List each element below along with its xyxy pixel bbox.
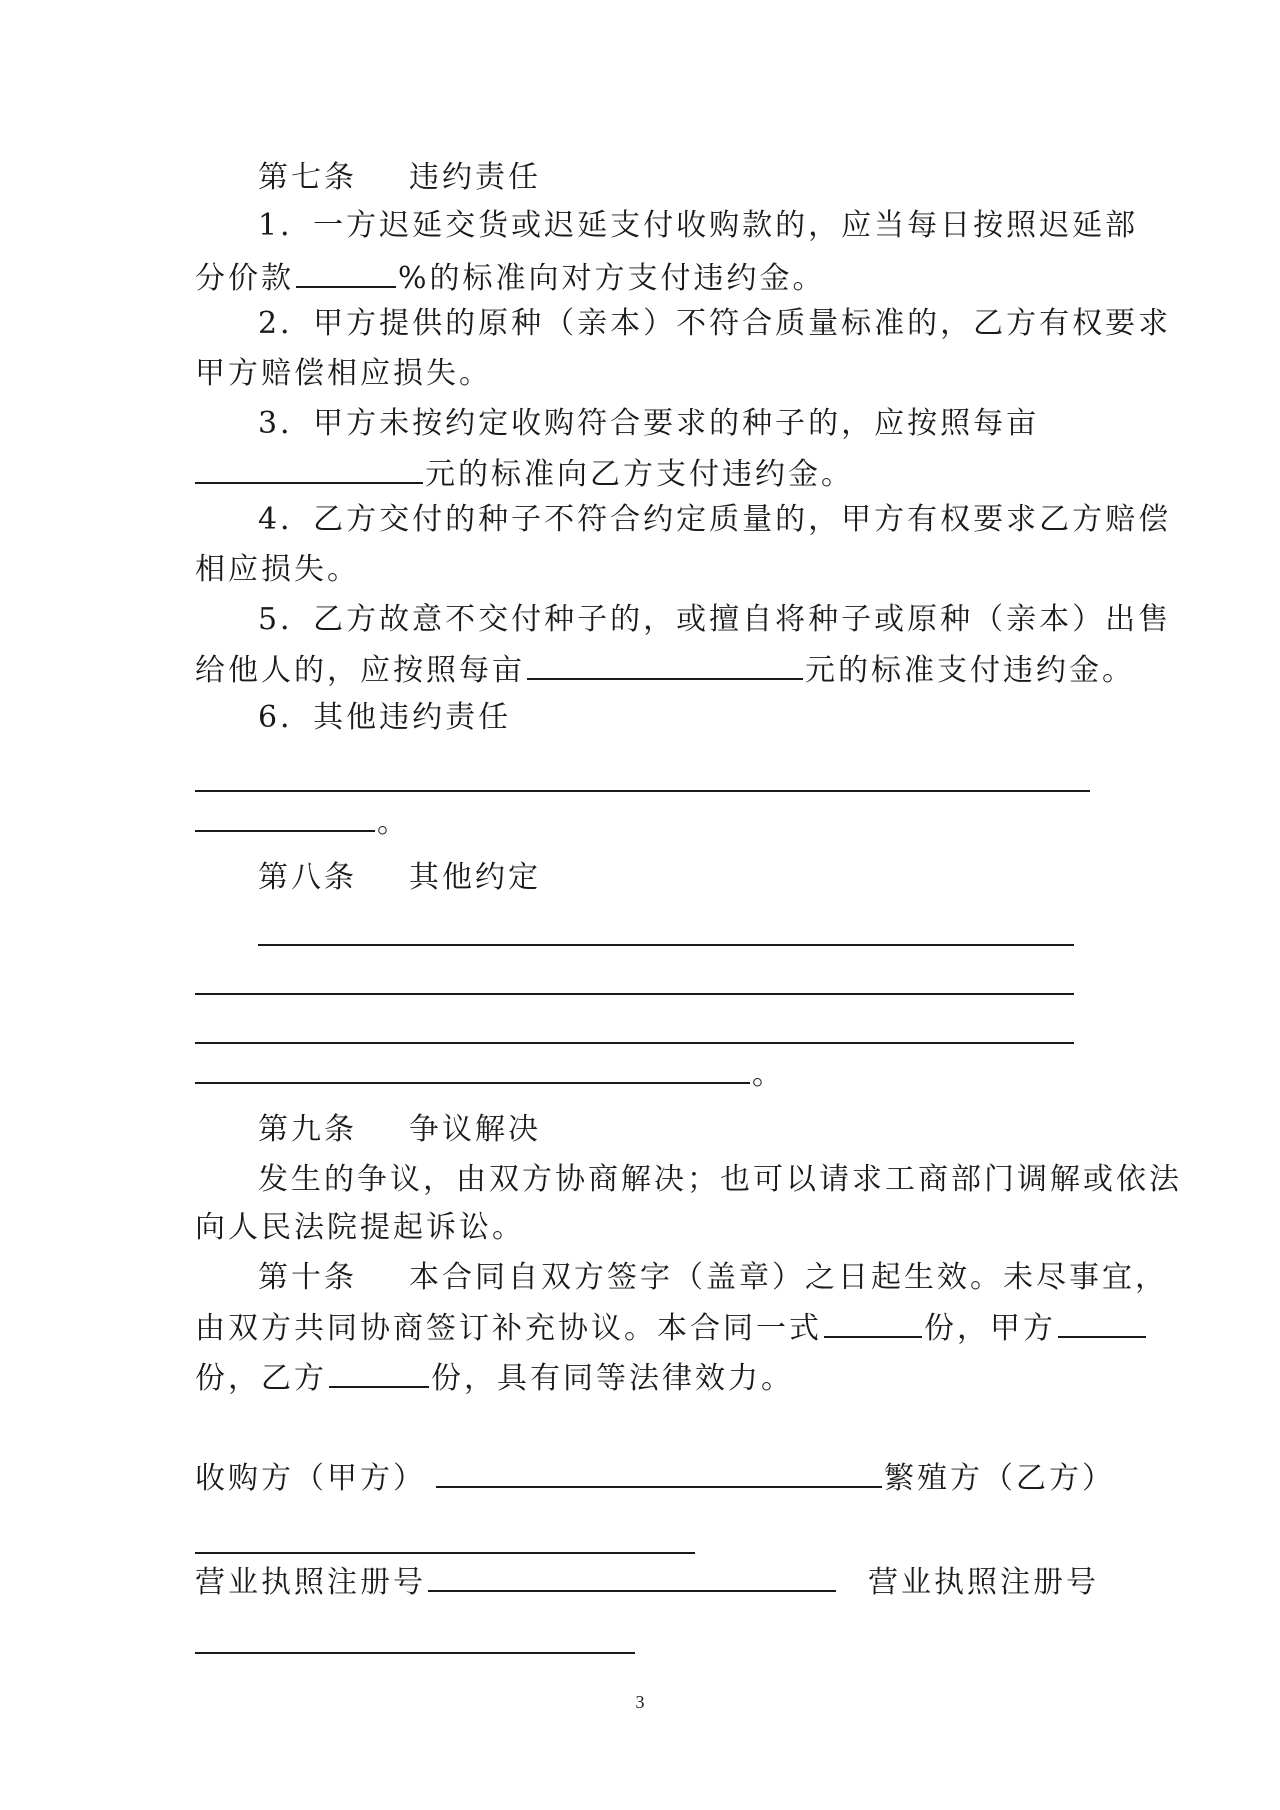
other-terms-line3[interactable] <box>195 1042 1074 1044</box>
article10-line1 <box>258 1258 1168 1298</box>
other-liability-line1[interactable] <box>195 790 1090 792</box>
breeder-label: 繁殖方（乙方） <box>884 1461 1115 1496</box>
other-terms-line1[interactable] <box>258 944 1074 946</box>
breeder-signature-line[interactable] <box>195 1552 695 1554</box>
article7-item3-line1: 3．甲方未按约定收购符合要求的种子的，应按照每亩 <box>258 406 1040 441</box>
buyer-signature-blank[interactable] <box>436 1456 882 1488</box>
item3-suffix: 元的标准向乙方支付违约金。 <box>425 457 854 492</box>
article7-item2-line1: 2．甲方提供的原种（亲本）不符合质量标准的，乙方有权要求 <box>258 306 1172 341</box>
penalty-percent-blank[interactable] <box>296 256 396 288</box>
article7-item4-line1: 4．乙方交付的种子不符合约定质量的，甲方有权要求乙方赔偿 <box>258 502 1172 537</box>
party-b-copies-blank[interactable] <box>329 1356 429 1388</box>
article7-item1-line2 <box>195 256 826 299</box>
purchase-penalty-per-mu-blank[interactable] <box>195 452 423 484</box>
article9-number: 第九条 <box>258 1112 357 1147</box>
copies-suffix: 份，具有同等法律效力。 <box>431 1361 794 1396</box>
license-label-right: 营业执照注册号 <box>868 1565 1099 1600</box>
other-terms-end: 。 <box>752 1057 785 1092</box>
other-liability-end: 。 <box>377 805 410 840</box>
buyer-label: 收购方（甲方） <box>195 1461 426 1496</box>
article7-item5-line1: 5．乙方故意不交付种子的，或擅自将种子或原种（亲本）出售 <box>258 602 1172 637</box>
article7-title: 违约责任 <box>409 160 541 195</box>
article10-body-start: 本合同自双方签字（盖章）之日起生效。未尽事宜， <box>409 1260 1168 1295</box>
other-terms-blank[interactable] <box>195 1052 750 1084</box>
article7-number: 第七条 <box>258 160 357 195</box>
article10-line2 <box>195 1306 1148 1349</box>
article7-heading <box>258 158 541 198</box>
total-copies-blank[interactable] <box>824 1306 922 1338</box>
copies-prefix: 由双方共同协商签订补充协议。本合同一式 <box>195 1311 822 1346</box>
party-b-copies-label: 份，乙方 <box>195 1361 327 1396</box>
article9-body-line2: 向人民法院提起诉讼。 <box>195 1210 525 1245</box>
buyer-license-blank[interactable] <box>428 1560 836 1592</box>
other-liability-blank[interactable] <box>195 800 375 832</box>
license-row <box>195 1560 1099 1603</box>
article7-item5-line2 <box>195 648 1135 691</box>
breeder-license-line[interactable] <box>195 1652 635 1654</box>
page-number: 3 <box>635 1692 645 1712</box>
signature-row <box>195 1456 1115 1499</box>
item5-suffix: 元的标准支付违约金。 <box>805 653 1135 688</box>
delivery-penalty-per-mu-blank[interactable] <box>527 648 803 680</box>
article8-number: 第八条 <box>258 860 357 895</box>
article7-item6: 6．其他违约责任 <box>258 700 512 735</box>
article9-title: 争议解决 <box>409 1112 541 1147</box>
article9-heading <box>258 1110 541 1150</box>
item5-prefix: 给他人的，应按照每亩 <box>195 653 525 688</box>
item1-prefix: 分价款 <box>195 261 294 296</box>
other-liability-line2 <box>195 800 410 843</box>
article7-item3-line2 <box>195 452 854 495</box>
article7-item2-line2: 甲方赔偿相应损失。 <box>195 356 492 391</box>
party-a-copies-blank[interactable] <box>1058 1306 1146 1338</box>
article10-line3 <box>195 1356 794 1399</box>
article8-title: 其他约定 <box>409 860 541 895</box>
article9-body-line1: 发生的争议，由双方协商解决；也可以请求工商部门调解或依法 <box>258 1162 1182 1197</box>
article7-item4-line2: 相应损失。 <box>195 552 360 587</box>
other-terms-line4 <box>195 1052 785 1095</box>
article10-number: 第十条 <box>258 1260 357 1295</box>
article7-item1-line1: 1．一方迟延交货或迟延支付收购款的，应当每日按照迟延部 <box>258 208 1139 243</box>
party-a-copies-label: 份，甲方 <box>924 1311 1056 1346</box>
item1-suffix: %的标准向对方支付违约金。 <box>398 261 826 296</box>
article8-heading <box>258 858 541 898</box>
license-label-left: 营业执照注册号 <box>195 1565 426 1600</box>
other-terms-line2[interactable] <box>195 993 1074 995</box>
